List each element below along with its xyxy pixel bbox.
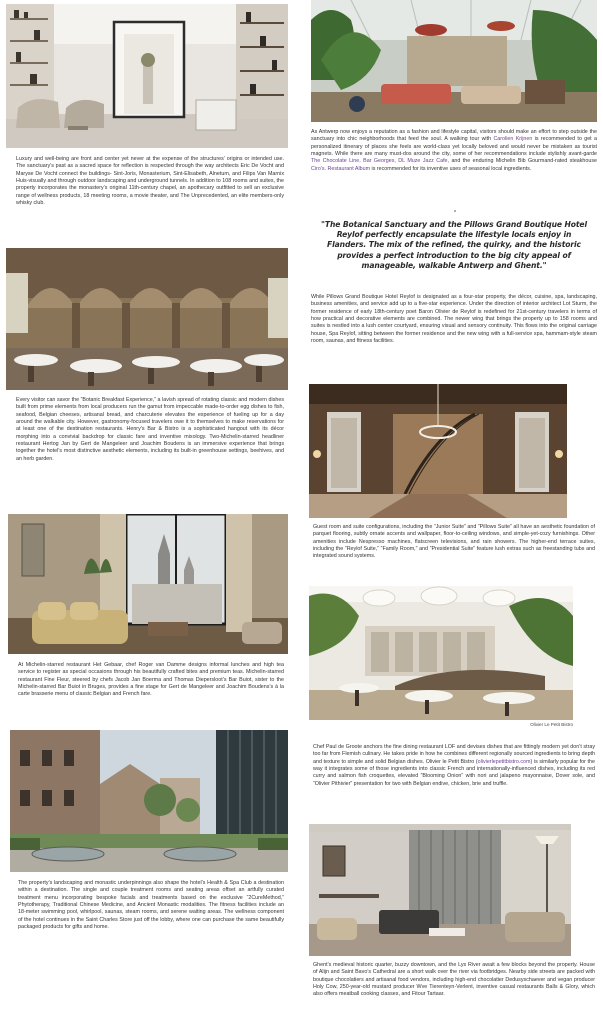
divider-dot [454,210,456,212]
carolien-krijnen-link[interactable]: Carolien Krijnen [493,136,533,143]
dining-hall-photo [6,248,288,390]
left-paragraph-4: The property’s landscaping and monastic underpinnings also shape the hotel’s Health & Spa Club a destination within a destination. The single and couple treatment rooms and seating areas offset an artfully curated treatment menu incorporating bespoke facials and treatments based on the exclusive “2CureMethod,” Phytotherapy, Traditional Chinese Medicine, and Ancient Monastic modalities. The fitness facilities include an 18-meter swimming pool, whirlpool, saunas, steam rooms, and serene waiting areas. The wellness component of the hotel continues in the Saint Charles Store just off the lobby, where one can purchase the same beautifully packaged products for gifts and home. [18,880,284,931]
greenhouse-lounge-photo [311,0,597,122]
restaurant-album-link[interactable]: Restaurant Album [327,165,371,172]
p1-text-e: is recommended for its inventive uses of seasonal local ingredients. [370,165,532,172]
p4-text-b: ) is similarly popular for the way it integrates some of those ingredients into classic French and internationally-influenced dishes, including its red curry and salmon fish croquettes, elevated “Blooming Onion” with nori and jalapeno mayonnaise, Dover sole, and “Olivier Pithivier” presentation for two with Belgian endive, chicken, brie and truffle. [313,758,595,787]
p1-text-c: and the enduring Michelin Bib Gourmand-rated steakhouse [449,158,597,165]
right-paragraph-2: While Pillows Grand Boutique Hotel Reylof is designated as a four-star property, the décor, cuisine, spa, landscaping, business amenities, and service add up to a five-star experience. Under the direction of interior architect Lot Sturm, the former residence of early 18th-century poet Baron Olivier de Reylof is redefined for 21st-century travelers in terms of how practical and decorative elements are combined. The newer wing that brings the property up to 158 rooms and suites is nestled into a lush center courtyard, ensuring visual and sensory continuity. This flows into the original carriage house, Spa Reylof, sitting between the former residence and the new wing with a full-service spa, hammam-style steam room, saunas, and fitness facilities. [311,294,597,345]
pull-quote: "The Botanical Sanctuary and the Pillows Grand Boutique Hotel Reylof perfectly encapsulate the lifestyle locals enjoy in Flanders. The mix of the refined, the quirky, and the historic provides a perfect introduction to the big city appeal of manageable, walkable Antwerp and Ghent." [321,220,587,270]
lobby-photo [6,4,288,148]
bistro-photo [309,586,573,720]
left-paragraph-1: Luxury and well-being are front and center yet never at the expense of the structures’ origins or intended use. The sanctuary’s past as a sacred space for reflection is respected through the way architects Eric De Vocht and Maryse De Vocht connect the buildings- Sint-Joris, Monasterium, Sint-Elisabeth, Alnetum, and Filips Van Marnix Huis-visually and through outdoor landscaping and underground tunnels. In addition to 108 rooms and suites, the property incorporates the monastery’s original 11th-century chapel, an apothecary outfitted to sell an exclusive range of wellness products, 18 meeting rooms, a movie theater, and The Unprecedented, an elite members-only whisky club. [16,156,284,207]
right-paragraph-4 [313,744,595,788]
suite-photo [309,824,571,956]
hotel-room-photo [8,514,288,654]
p4-text-a: Chef Paul de Groote anchors the fine dining restaurant LOF and devises dishes that are fittingly modern yet don’t stray too far from Flemish culinary. He takes pride in how he combines different regionally sourced ingredients to bring depth and texture to simple and solid Belgian dishes. Olivier le Petit Bistro ( [313,744,595,765]
p1-text-d: . [324,165,328,172]
bistro-website-link[interactable]: olivierlepetitbistro.com [477,758,531,765]
right-paragraph-3: Guest room and suite configurations, including the “Junior Suite” and “Pillows Suite” all have an aesthetic foundation of parquet flooring, subtly ornate accents and wallpaper, floor-to-ceiling windows, and simple-yet-cozy furnishings. Other amenities include Nespresso machines, flatscreen televisions, and rain showers. The higher-end terrace suites, including the “Reylof Suite,” “Family Room,” and “Presidential Suite” feature lush extras such as freestanding tubs and integrated sound systems. [313,524,595,560]
courtyard-photo [10,730,288,872]
right-paragraph-1 [311,129,597,173]
ciros-link[interactable]: Ciro’s [311,165,325,172]
photo-caption: Olivier Le Petit Bistro [530,722,573,727]
p1-text-a: As Antwerp now enjoys a reputation as a fashion and lifestyle capital, visitors should make an effort to step outside the sanctuary into chic neighborhoods that feed the soul. A walking tour with [311,129,597,143]
right-paragraph-5: Ghent’s medieval historic quarter, buzzy downtown, and the Lys River await a few blocks beyond the property. House of Alijn and Saint Bavo’s Cathedral are a short walk over the river via footbridges. Nearby side streets are packed with boutique chocolatiers and artisanal food vendors, including high-end chocolatier Dedusyschaever and vegan producer Holy Cow, 250-year-old mustard producer Wve Tierenteyn-Verlent, inventive casual restaurants Balls & Glory, which also offers meatball cooking classes, and Fitour Tartaar. [313,962,595,998]
left-paragraph-3: At Michelin-starred restaurant Het Gebaar, chef Roger van Damme designs informal lunches and high tea service to register as special occasions through his beautifully crafted bites and premium teas. Michelin-starred restaurant Fine Fleur, steered by chefs Jacob Jan Boerma and Thomas Diepersloot’s Bar Buiot, sister to the Michelin-starred Bar Buiot in Bruges, provides a fine stage for Gert de Mangeleer and Joachim Boudens’s à la carte brasserie menu of classic Belgian and French fare. [18,662,284,698]
staircase-photo [309,384,567,518]
bars-link[interactable]: The Chocolate Line, Bar Georges, DL Muze Jazz Cafe, [311,158,450,165]
p1-text-b: is recommended to get a personalized itinerary of places she feels are world-class yet locally beloved and would never be mistaken as tourist magnets. While there are many must-dos around the city, some of her recommendations include stylishly avant-garde [311,136,597,158]
left-paragraph-2: Every visitor can savor the “Botanic Breakfast Experience,” a lavish spread of rotating classic and modern dishes built from prime elements from local producers run the gamut from impeccable made-to-order egg dishes to fish, seafood, Belgian cheeses, artisanal bread, and charcuterie elevates the experience of fueling up for a day around the walkable city. However, gastronomy-focused travelers owe it to themselves to make reservations for at least one of the destination restaurants. Henry’s Bar & Bistro is a sophisticated hangout with its décor morphing into a convivial backdrop for classic fare and inventive mixology. Two-Michelin-starred headliner restaurant Hertog Jan by Gert de Mangeleer and Joachim Boudens is an immersive experience that brings together the hotel’s most distinctive aesthetic elements, including its built-in greenhouse settings, beehives, and an herb garden. [16,397,284,462]
